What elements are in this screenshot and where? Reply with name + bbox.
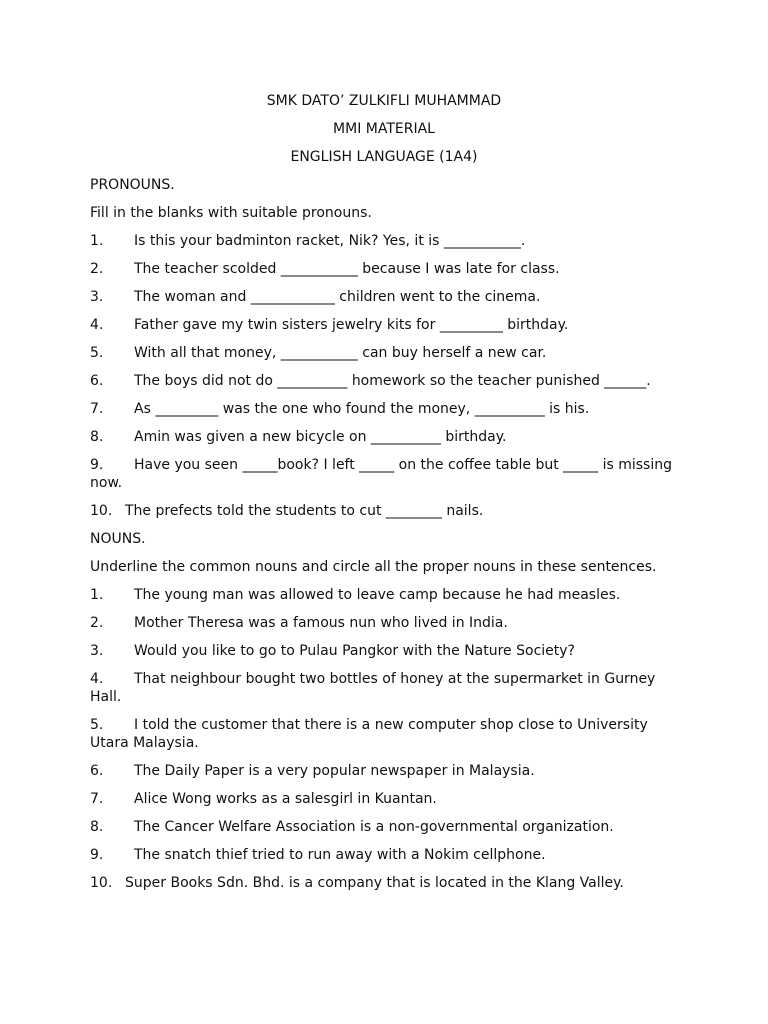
pronoun-question <box>90 456 680 492</box>
question-number: 8. <box>90 819 104 835</box>
noun-question <box>90 762 680 780</box>
noun-question <box>90 670 680 706</box>
question-text: Is this your badminton racket, Nik? Yes, it is ___________. <box>134 233 526 249</box>
pronoun-question <box>90 428 680 446</box>
question-text: Would you like to go to Pulau Pangkor with the Nature Society? <box>134 643 575 659</box>
question-number: 10. <box>90 503 113 519</box>
document-body <box>90 176 680 902</box>
pronoun-question <box>90 372 680 390</box>
pronoun-question <box>90 400 680 418</box>
question-text: The boys did not do __________ homework so the teacher punished ______. <box>134 373 651 389</box>
question-number: 6. <box>90 373 104 389</box>
question-text: Have you seen _____book? I left _____ on the coffee table but _____ is missing now. <box>90 457 672 491</box>
school-name: SMK DATO’ ZULKIFLI MUHAMMAD <box>266 93 502 109</box>
nouns-heading: NOUNS. <box>90 531 146 547</box>
question-number: 1. <box>90 233 104 249</box>
noun-question <box>90 874 680 892</box>
noun-question <box>90 818 680 836</box>
question-number: 10. <box>90 875 113 891</box>
material-title: MMI MATERIAL <box>333 121 435 137</box>
noun-question <box>90 716 680 752</box>
noun-question <box>90 642 680 660</box>
question-number: 7. <box>90 401 104 417</box>
noun-question <box>90 614 680 632</box>
question-number: 7. <box>90 791 104 807</box>
question-number: 8. <box>90 429 104 445</box>
question-text: Mother Theresa was a famous nun who lived in India. <box>134 615 508 631</box>
question-text: The prefects told the students to cut ________ nails. <box>125 503 484 519</box>
question-number: 2. <box>90 261 104 277</box>
document-header <box>0 92 768 176</box>
pronoun-question <box>90 344 680 362</box>
question-text: With all that money, ___________ can buy herself a new car. <box>134 345 547 361</box>
question-text: Super Books Sdn. Bhd. is a company that is located in the Klang Valley. <box>125 875 624 891</box>
question-text: The teacher scolded ___________ because I was late for class. <box>134 261 560 277</box>
question-number: 9. <box>90 847 104 863</box>
question-text: I told the customer that there is a new computer shop close to University Utara Malaysia. <box>90 717 648 751</box>
question-text: Alice Wong works as a salesgirl in Kuantan. <box>134 791 437 807</box>
pronoun-question <box>90 288 680 306</box>
pronoun-question <box>90 316 680 334</box>
question-number: 5. <box>90 345 104 361</box>
pronoun-question <box>90 502 680 520</box>
question-text: As _________ was the one who found the money, __________ is his. <box>134 401 590 417</box>
question-number: 1. <box>90 587 104 603</box>
question-number: 5. <box>90 717 104 733</box>
noun-question <box>90 586 680 604</box>
question-number: 2. <box>90 615 104 631</box>
subject-title: ENGLISH LANGUAGE (1A4) <box>290 149 478 165</box>
question-number: 9. <box>90 457 104 473</box>
question-number: 3. <box>90 289 104 305</box>
pronoun-question <box>90 260 680 278</box>
question-text: The snatch thief tried to run away with a Nokim cellphone. <box>134 847 546 863</box>
question-text: The Cancer Welfare Association is a non-governmental organization. <box>134 819 614 835</box>
pronouns-heading: PRONOUNS. <box>90 177 175 193</box>
question-number: 3. <box>90 643 104 659</box>
noun-question <box>90 790 680 808</box>
question-text: The young man was allowed to leave camp because he had measles. <box>134 587 621 603</box>
question-text: Father gave my twin sisters jewelry kits for _________ birthday. <box>134 317 569 333</box>
nouns-instruction: Underline the common nouns and circle all the proper nouns in these sentences. <box>90 559 657 575</box>
question-number: 6. <box>90 763 104 779</box>
pronouns-instruction: Fill in the blanks with suitable pronouns. <box>90 205 372 221</box>
question-number: 4. <box>90 317 104 333</box>
noun-question <box>90 846 680 864</box>
question-text: The Daily Paper is a very popular newspaper in Malaysia. <box>134 763 535 779</box>
question-text: Amin was given a new bicycle on __________ birthday. <box>134 429 507 445</box>
question-text: The woman and ____________ children went to the cinema. <box>134 289 541 305</box>
question-number: 4. <box>90 671 104 687</box>
question-text: That neighbour bought two bottles of honey at the supermarket in Gurney Hall. <box>90 671 656 705</box>
pronoun-question <box>90 232 680 250</box>
